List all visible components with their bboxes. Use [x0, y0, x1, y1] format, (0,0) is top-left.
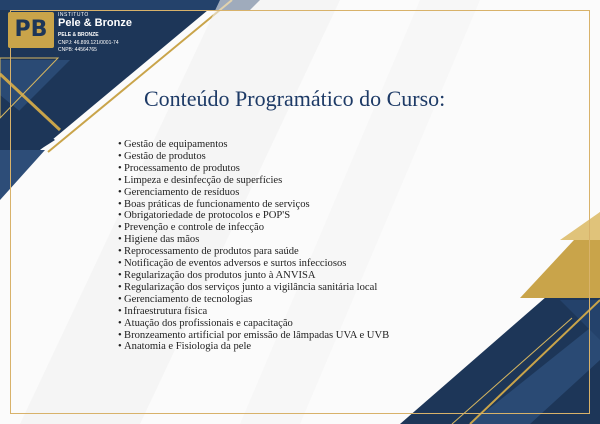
list-item [118, 306, 389, 318]
list-item-text: Limpeza e desinfecção de superfícies [124, 174, 283, 186]
bullet-glyph: • [118, 281, 122, 293]
bullet-glyph: • [118, 258, 122, 270]
list-item [118, 318, 389, 330]
bullet-glyph: • [118, 174, 122, 186]
bullet-glyph: • [118, 222, 122, 234]
bullet-glyph: • [118, 305, 122, 317]
logo [0, 0, 160, 64]
list-item [118, 199, 389, 211]
logo-cnpj: CNPJ: 46.899.121/0001-74 [58, 40, 119, 46]
list-item-text: Atuação dos profissionais e capacitação [124, 317, 293, 329]
list-item [118, 163, 389, 175]
list-item-text: Boas práticas de funcionamento de serviços [124, 198, 310, 210]
bullet-glyph: • [118, 139, 122, 150]
list-item [118, 246, 389, 258]
list-item [118, 294, 389, 306]
bullet-glyph: • [118, 269, 122, 281]
list-item-text: Higiene das mãos [124, 234, 200, 246]
list-item-text: Bronzeamento artificial por emissão de lâmpadas UVA e UVB [124, 329, 390, 341]
list-item-text: Obrigatoriedade de protocolos e POP'S [124, 210, 291, 222]
bullet-glyph: • [118, 186, 122, 198]
list-item [118, 187, 389, 199]
bullet-glyph: • [118, 162, 122, 174]
logo-tag: INSTITUTO [58, 12, 89, 18]
list-item [118, 341, 389, 353]
list-item [118, 270, 389, 282]
bullet-glyph: • [118, 210, 122, 222]
bullet-glyph: • [118, 329, 122, 341]
list-item [118, 151, 389, 163]
list-item-text: Gerenciamento de resíduos [124, 186, 240, 198]
list-item-text: Processamento de produtos [124, 162, 240, 174]
bullet-glyph: • [118, 246, 122, 258]
list-item-text: Gerenciamento de tecnologias [124, 293, 253, 305]
logo-company-name: PELE & BRONZE [58, 32, 99, 38]
list-item-text: Gestão de produtos [124, 150, 206, 162]
list-item [118, 234, 389, 246]
list-item-text: Prevenção e controle de infecção [124, 222, 264, 234]
logo-initials: PB [14, 17, 48, 42]
page-title: Conteúdo Programático do Curso: [144, 86, 446, 111]
list-item [118, 210, 389, 222]
list-item-text: Regularização dos serviços junto a vigilância sanitária local [124, 281, 378, 293]
logo-brand: Pele & Bronze [58, 17, 132, 29]
list-item [118, 139, 389, 151]
list-item-text: Gestão de equipamentos [124, 139, 228, 150]
list-item [118, 258, 389, 270]
list-item-text: Anatomia e Fisiologia da pele [124, 341, 252, 353]
bullet-glyph: • [118, 341, 122, 353]
bullet-glyph: • [118, 150, 122, 162]
program-list [118, 139, 389, 353]
bullet-glyph: • [118, 293, 122, 305]
list-item-text: Reprocessamento de produtos para saúde [124, 246, 299, 258]
list-item [118, 330, 389, 342]
list-item [118, 175, 389, 187]
list-item [118, 282, 389, 294]
list-item-text: Regularização dos produtos junto à ANVISA [124, 269, 316, 281]
bullet-glyph: • [118, 234, 122, 246]
logo-cnpb: CNPB: 44564765 [58, 47, 97, 53]
list-item-text: Notificação de eventos adversos e surtos infecciosos [124, 258, 347, 270]
list-item [118, 222, 389, 234]
list-item-text: Infraestrutura física [124, 305, 208, 317]
bullet-glyph: • [118, 317, 122, 329]
bullet-glyph: • [118, 198, 122, 210]
